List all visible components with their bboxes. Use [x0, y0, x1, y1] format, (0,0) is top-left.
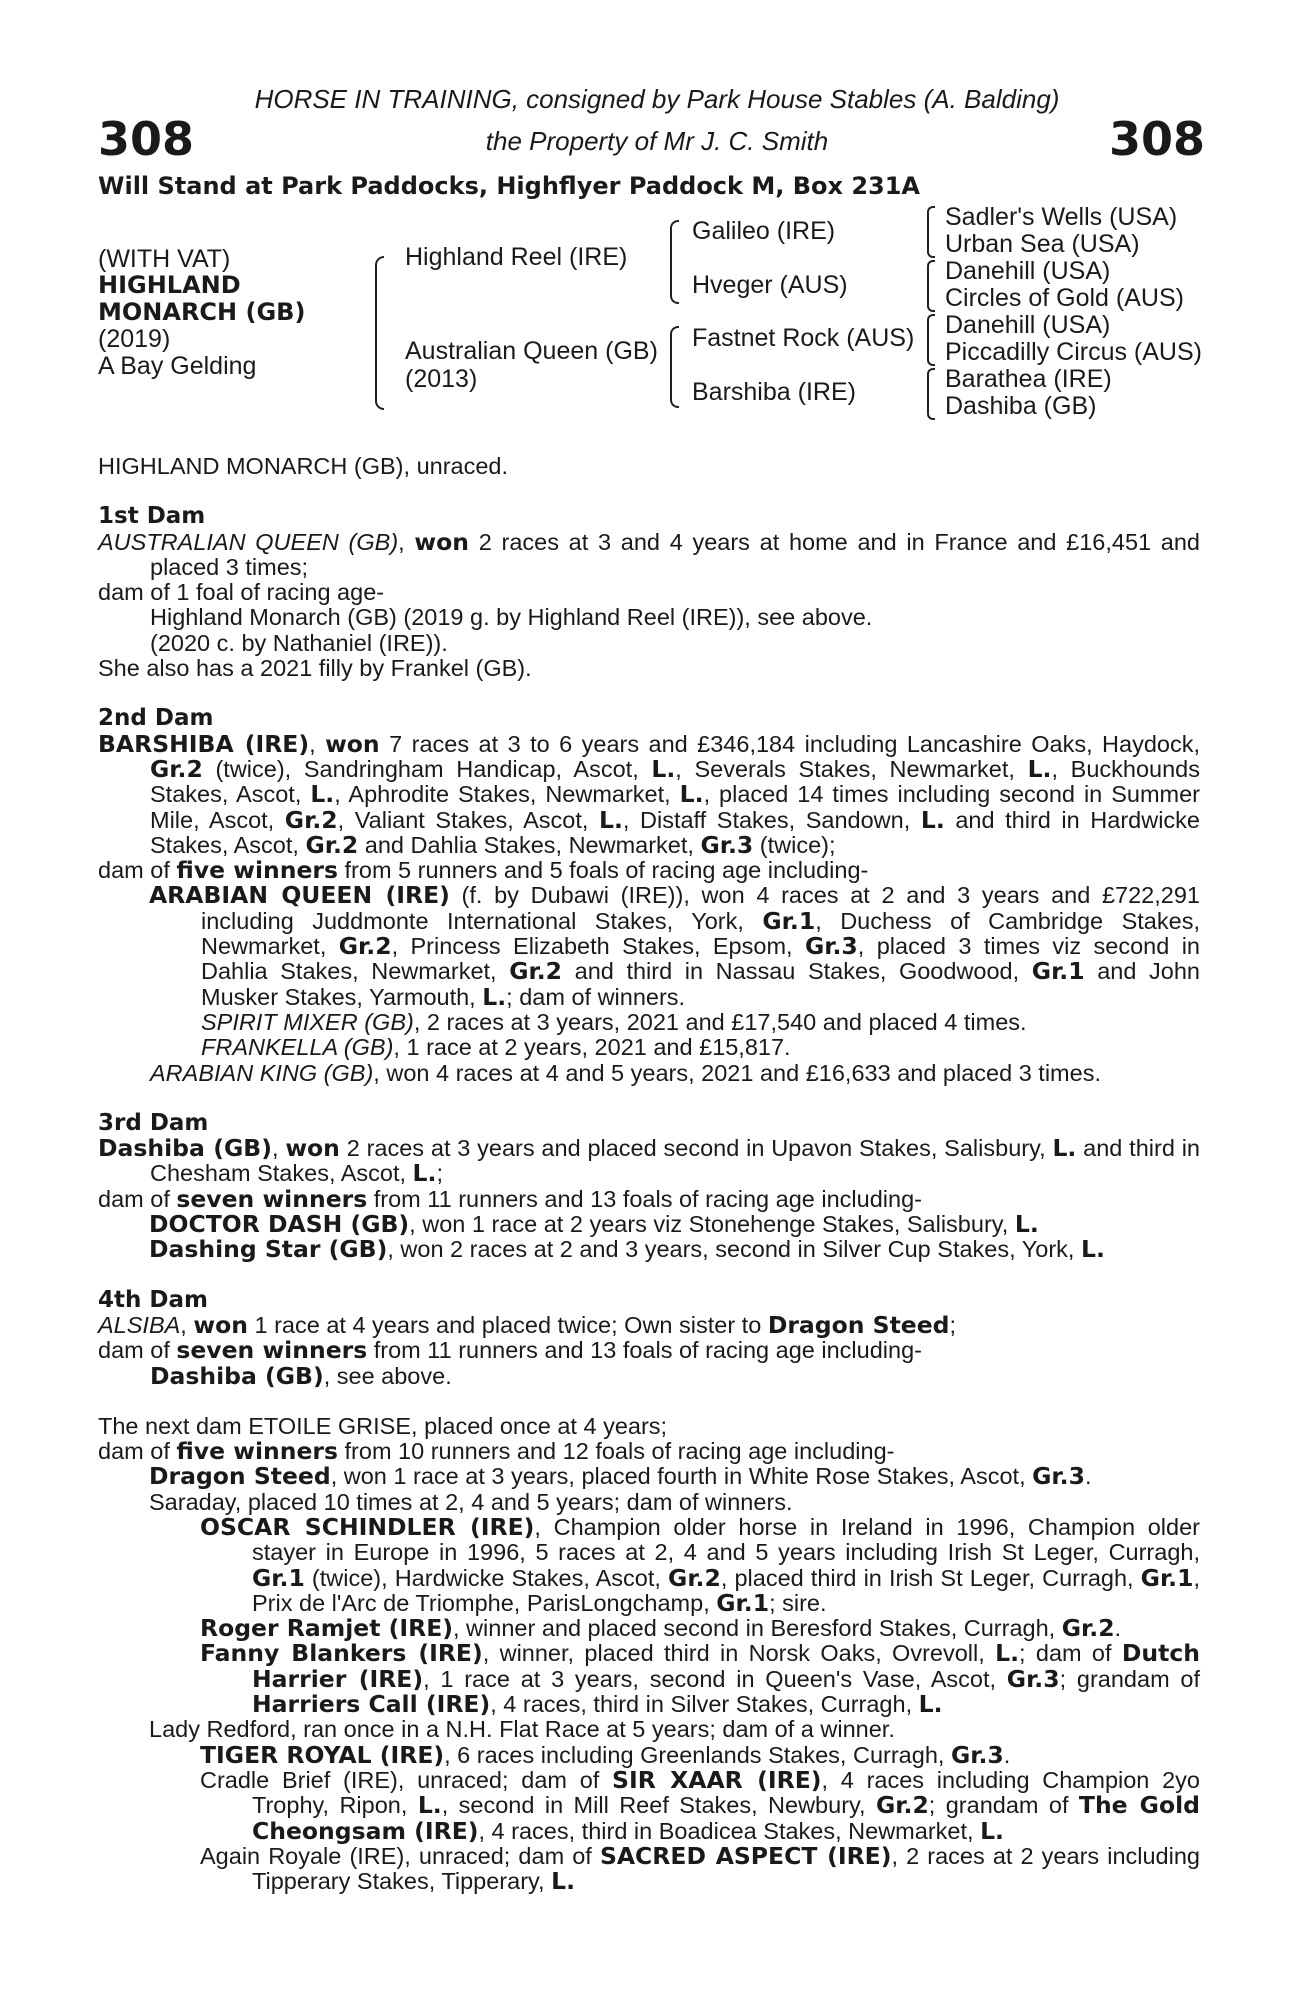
- first-dam-record: AUSTRALIAN QUEEN (GB), won 2 races at 3 and 4 years at home and in France and £16,451 and placed 3 times;: [98, 527, 1201, 580]
- dam: Australian Queen (GB): [405, 337, 658, 365]
- brace-g3-2: [927, 260, 935, 312]
- fourth-dam-produce: dam of seven winners from 11 runners and 13 foals of racing age including-: [98, 1336, 922, 1365]
- arabian-queen-entry: ARABIAN QUEEN (IRE) (f. by Dubawi (IRE)), won 4 races at 2 and 3 years and £722,291 including Juddmonte International Stakes, York, Gr.1, Duchess of Cambridge Stakes, Newmarket, Gr.2, Princess Elizabeth Stakes, Epsom, Gr.3, placed 3 times viz second in Dahlia Stakes, Newmarket, Gr.2 and third in Nassau Stakes, Goodwood, Gr.1 and John Musker Stakes, Yarmouth, L.; dam of winners.: [149, 881, 1200, 1011]
- brace-g3-4: [927, 368, 935, 420]
- g4-5: Danehill (USA): [945, 311, 1111, 339]
- g4-7: Barathea (IRE): [945, 365, 1112, 393]
- consignment-line: HORSE IN TRAINING, consigned by Park House Stables (A. Balding): [254, 84, 1060, 114]
- arabian-king-entry: ARABIAN KING (GB), won 4 races at 4 and 5 years, 2021 and £16,633 and placed 3 times.: [150, 1059, 1101, 1086]
- sire-dam: Hveger (AUS): [692, 271, 848, 299]
- third-dam-produce: dam of seven winners from 11 runners and 13 foals of racing age including-: [98, 1184, 922, 1213]
- brace-g3-1: [927, 206, 935, 258]
- again-royale-entry: Again Royale (IRE), unraced; dam of SACRED ASPECT (IRE), 2 races at 2 years including Tipperary Stakes, Tipperary, L.: [200, 1841, 1200, 1896]
- property-line: the Property of Mr J. C. Smith: [485, 126, 829, 156]
- next-dam-produce: dam of five winners from 10 runners and 12 foals of racing age including-: [98, 1437, 895, 1466]
- produce-foal-1: Highland Monarch (GB) (2019 g. by Highland Reel (IRE)), see above.: [150, 604, 873, 631]
- dam-dam: Barshiba (IRE): [692, 378, 856, 406]
- roger-ramjet-entry: Roger Ramjet (IRE), winner and placed second in Beresford Stakes, Curragh, Gr.2.: [200, 1614, 1122, 1643]
- sire: Highland Reel (IRE): [405, 243, 628, 271]
- tiger-royal-entry: TIGER ROYAL (IRE), 6 races including Greenlands Stakes, Curragh, Gr.3.: [200, 1740, 1011, 1769]
- first-dam-note: She also has a 2021 filly by Frankel (GB).: [98, 655, 532, 682]
- stand-location: Will Stand at Park Paddocks, Highflyer Paddock M, Box 231A: [98, 172, 920, 200]
- third-dam-record: Dashiba (GB), won 2 races at 3 years and placed second in Upavon Stakes, Salisbury, L. and third in Chesham Stakes, Ascot, L.;: [98, 1134, 1200, 1188]
- summary-line: HIGHLAND MONARCH (GB), unraced.: [98, 453, 509, 479]
- g4-1: Sadler's Wells (USA): [945, 203, 1178, 231]
- g4-8: Dashiba (GB): [945, 392, 1097, 420]
- g4-2: Urban Sea (USA): [945, 230, 1140, 258]
- fourth-dam-heading: 4th Dam: [98, 1286, 208, 1313]
- first-dam-heading: 1st Dam: [98, 503, 206, 530]
- lady-redford-entry: Lady Redford, ran once in a N.H. Flat Race at 5 years; dam of a winner.: [149, 1716, 895, 1743]
- dashiba-entry: Dashiba (GB), see above.: [150, 1361, 452, 1390]
- fanny-blankers-entry: Fanny Blankers (IRE), winner, placed third in Norsk Oaks, Ovrevoll, L.; dam of Dutch Harrier (IRE), 1 race at 3 years, second in Queen's Vase, Ascot, Gr.3; grandam of Harriers Call (IRE), 4 races, third in Silver Stakes, Curragh, L.: [200, 1639, 1201, 1719]
- horse-year: (2019): [98, 325, 171, 353]
- saraday-entry: Saraday, placed 10 times at 2, 4 and 5 years; dam of winners.: [149, 1488, 793, 1515]
- vat-note: (WITH VAT): [98, 245, 231, 273]
- fourth-dam-section: [98, 1288, 1200, 1389]
- second-dam-produce: dam of five winners from 5 runners and 5 foals of racing age including-: [98, 856, 869, 885]
- fourth-dam-record: ALSIBA, won 1 race at 4 years and placed twice; Own sister to Dragon Steed;: [98, 1310, 957, 1339]
- brace-sire: [670, 220, 679, 304]
- third-dam-heading: 3rd Dam: [98, 1109, 209, 1136]
- third-dam-section: [98, 1111, 1200, 1263]
- brace-g3-3: [927, 314, 935, 366]
- first-dam-produce: dam of 1 foal of racing age-: [98, 579, 385, 606]
- horse-description: A Bay Gelding: [98, 352, 257, 380]
- dragon-steed-entry: Dragon Steed, won 1 race at 3 years, placed fourth in White Rose Stakes, Ascot, Gr.3.: [149, 1462, 1092, 1491]
- spirit-mixer-entry: SPIRIT MIXER (GB), 2 races at 3 years, 2021 and £17,540 and placed 4 times.: [201, 1008, 1027, 1035]
- doctor-dash-entry: DOCTOR DASH (GB), won 1 race at 2 years viz Stonehenge Stakes, Salisbury, L.: [149, 1210, 1039, 1239]
- brace-gen1: [375, 256, 384, 410]
- produce-foal-2: (2020 c. by Nathaniel (IRE)).: [150, 629, 448, 656]
- dam-year: (2013): [405, 365, 478, 393]
- dashing-star-entry: Dashing Star (GB), won 2 races at 2 and 3 years, second in Silver Cup Stakes, York, L.: [149, 1235, 1105, 1264]
- second-dam-record: BARSHIBA (IRE), won 7 races at 3 to 6 years and £346,184 including Lancashire Oaks, Haydock, Gr.2 (twice), Sandringham Handicap, Ascot, L., Severals Stakes, Newmarket, L., Buckhounds Stakes, Ascot, L., Aphrodite Stakes, Newmarket, L., placed 14 times including second in Summer Mile, Ascot, Gr.2, Valiant Stakes, Ascot, L., Distaff Stakes, Sandown, L. and third in Hardwicke Stakes, Ascot, Gr.2 and Dahlia Stakes, Newmarket, Gr.3 (twice);: [98, 729, 1201, 859]
- oscar-schindler-entry: OSCAR SCHINDLER (IRE), Champion older horse in Ireland in 1996, Champion older stayer in Europe in 1996, 5 races at 2, 4 and 5 years including Irish St Leger, Curragh, Gr.1 (twice), Hardwicke Stakes, Ascot, Gr.2, placed third in Irish St Leger, Curragh, Gr.1, Prix de l'Arc de Triomphe, ParisLongchamp, Gr.1; sire.: [200, 1512, 1200, 1617]
- next-dam-intro: The next dam ETOILE GRISE, placed once at 4 years;: [98, 1412, 668, 1439]
- horse-name-line1: HIGHLAND: [98, 271, 241, 299]
- g4-3: Danehill (USA): [945, 257, 1111, 285]
- horse-name-line2: MONARCH (GB): [98, 298, 306, 326]
- lot-number-left: 308: [98, 112, 195, 166]
- second-dam-section: [98, 706, 1200, 1085]
- catalogue-body: [98, 454, 1200, 1894]
- frankella-entry: FRANKELLA (GB), 1 race at 2 years, 2021 and £15,817.: [201, 1034, 791, 1061]
- next-dam-section: [98, 1414, 1200, 1895]
- g4-4: Circles of Gold (AUS): [945, 284, 1184, 312]
- sire-sire: Galileo (IRE): [692, 217, 836, 245]
- lot-number-right: 308: [1108, 112, 1205, 166]
- brace-dam: [670, 326, 679, 408]
- g4-6: Piccadilly Circus (AUS): [945, 338, 1202, 366]
- dam-sire: Fastnet Rock (AUS): [692, 324, 915, 352]
- second-dam-heading: 2nd Dam: [98, 705, 214, 732]
- first-dam-section: [98, 504, 1200, 681]
- cradle-brief-entry: Cradle Brief (IRE), unraced; dam of SIR XAAR (IRE), 4 races including Champion 2yo Trophy, Ripon, L., second in Mill Reef Stakes, Newbury, Gr.2; grandam of The Gold Cheongsam (IRE), 4 races, third in Boadicea Stakes, Newmarket, L.: [200, 1765, 1200, 1845]
